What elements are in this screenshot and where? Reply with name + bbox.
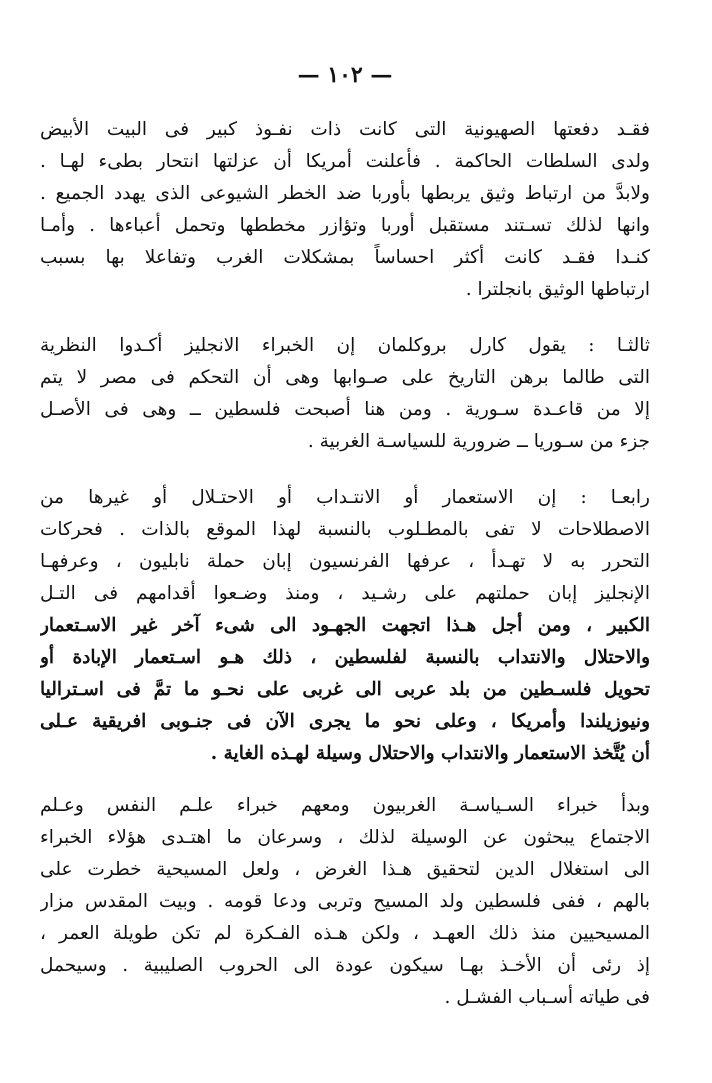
text-line: ارتباطها الوثيق بانجلترا . — [465, 279, 650, 300]
text-line: تحويل فلسـطين من بلد عربى الى غربى على نحـو ما تمَّ فى اسـتراليا — [40, 679, 650, 700]
text-line: المسيحيين منذ ذلك العهـد ، ولكن هـذه الفـكرة لم تكن طويلة العمر ، — [40, 923, 650, 944]
text-line: الاجتماع يبحثون عن الوسيلة لذلك ، وسرعان ما اهتـدى هؤلاء الخبراء — [40, 827, 650, 848]
paragraph-gap — [40, 458, 650, 482]
text-line: ونيوزيلندا وأمريكا ، وعلى نحو ما يجرى الآن فى جنـوبى افريقية عـلى — [40, 711, 650, 732]
paragraph-2 — [40, 330, 650, 458]
text-line: الى استغلال الدين لتحقيق هـذا الغرض ، ولعل المسيحية خطرت على — [40, 859, 650, 880]
text-line: الكبير ، ومن أجل هـذا اتجهت الجهـود الى شىء آخر غير الاسـتعمار — [40, 615, 650, 636]
paragraph-3 — [40, 482, 650, 770]
text-line: جزء من سـوريا ــ ضرورية للسياسـة الغربية . — [307, 431, 650, 452]
text-line: بالهم ، ففى فلسطين ولد المسيح وتربى ودعا قومه . وبيت المقدس مزار — [40, 891, 650, 912]
text-line: التحرر به لا تهـدأ ، عرفها الفرنسيون إبان حملة نابليون ، وعرفهـا — [40, 551, 650, 572]
text-line: وانها لذلك تسـتند مستقبل أوربا وتؤازر مخططها وتحمل أعباءها . وأمـا — [40, 215, 650, 236]
text-line: كنـدا فقـد كانت أكثر احساساً بمشكلات الغرب وتفاعلا بها بسبب — [40, 247, 650, 268]
paragraph-gap — [40, 306, 650, 330]
paragraph-1 — [40, 114, 650, 306]
text-line: ولدى السلطات الحاكمة . فأعلنت أمريكا أن عزلتها انتحار بطىء لهـا . — [40, 151, 650, 172]
text-line: ثالثـا : يقول كارل بروكلمان إن الخبراء الانجليز أكـدوا النظرية — [40, 335, 650, 356]
page-number: — ١٠٢ — — [297, 62, 393, 88]
text-line: ولابدَّ من ارتباط وثيق يربطها بأوربا ضد الخطر الشيوعى الذى يهدد الجميع . — [40, 183, 650, 204]
text-line: رابعـا : إن الاستعمار أو الانتـداب أو الاحتـلال أو غيرها من — [40, 487, 650, 508]
text-line: الاصطلاحات لا تفى بالمطـلوب بالنسبة لهذا الموقع بالذات . فحركات — [40, 519, 650, 540]
text-line: أن يُتَّخذ الاستعمار والانتداب والاحتلال وسيلة لهـذه الغاية . — [210, 743, 650, 764]
text-line: إذ رئى أن الأخـذ بهـا سيكون عودة الى الحروب الصليبية . وسيحمل — [40, 955, 650, 976]
text-line: والاحتلال والانتداب بالنسبة لفلسطين ، ذلك هـو اسـتعمار الإبادة أو — [40, 647, 650, 668]
text-line: وبدأ خبراء السـياسـة الغربيون ومعهم خبراء علـم النفس وعـلم — [40, 795, 650, 816]
paragraph-gap — [40, 770, 650, 790]
text-line: التى طالما برهن التاريخ على صـوابها وهى أن التحكم فى مصر لا يتم — [40, 367, 650, 388]
text-line: الإنجليز إبان حملتهم على رشـيد ، ومنذ وضـعوا أقدامهم فى التـل — [40, 583, 650, 604]
text-line: فقـد دفعتها الصهيونية التى كانت ذات نفـوذ كبير فى البيت الأبيض — [40, 119, 650, 140]
paragraph-4 — [40, 790, 650, 1014]
text-line: إلا من قاعـدة سـورية . ومن هنا أصبحت فلسطين ــ وهى فى الأصـل — [40, 399, 650, 420]
text-line: فى طياته أسـباب الفشـل . — [444, 987, 650, 1008]
